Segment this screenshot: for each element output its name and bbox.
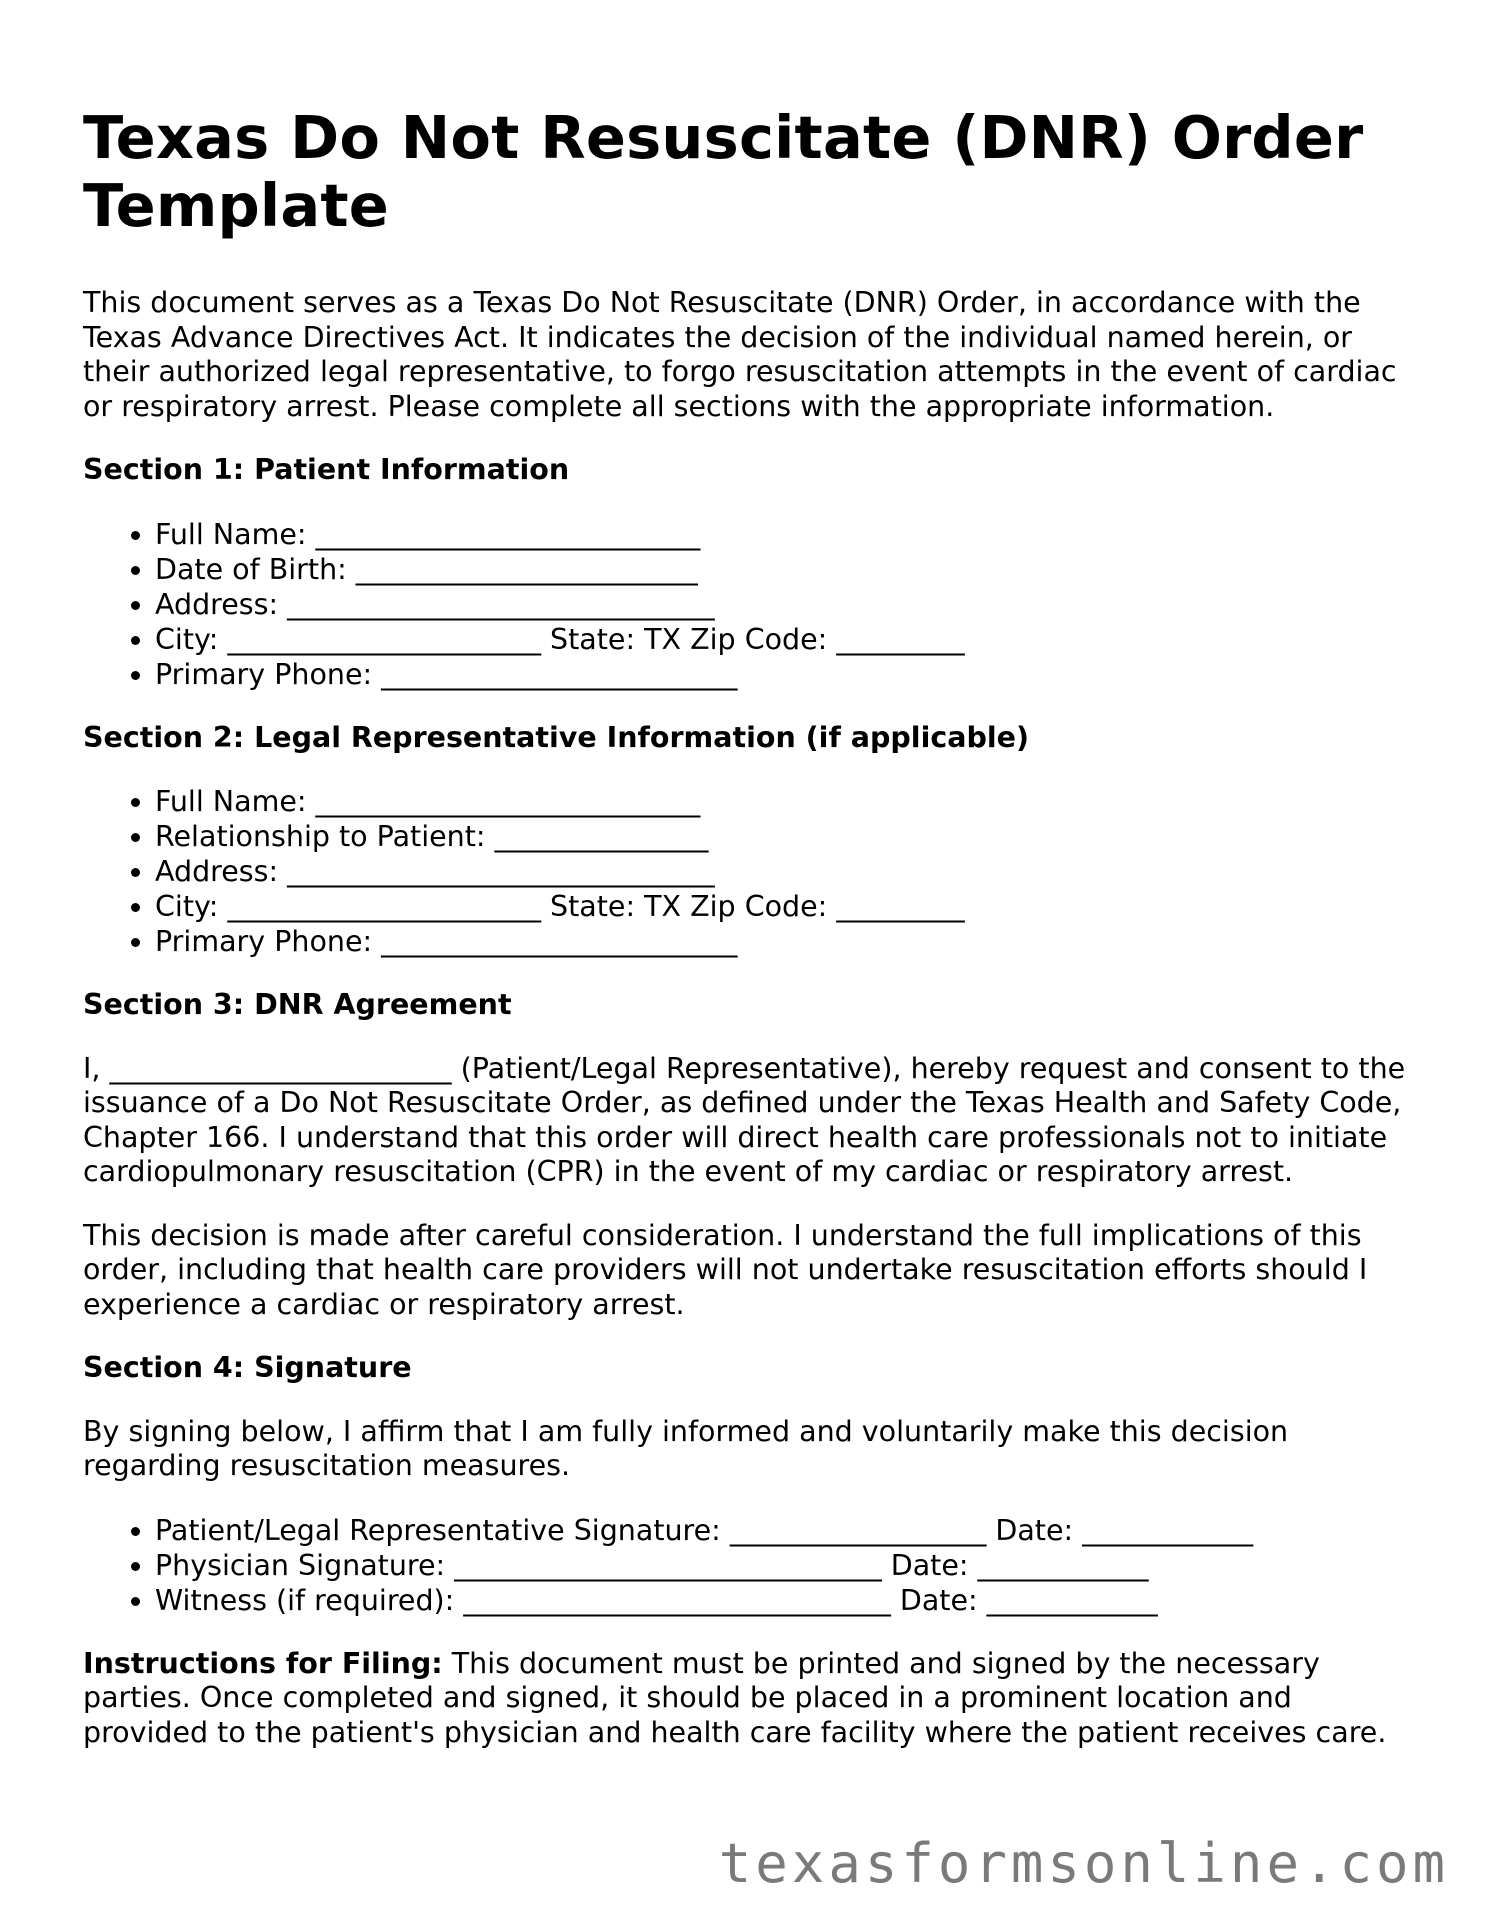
list-item: • Physician Signature: ______________________________ Date: ____________ bbox=[155, 1548, 1413, 1583]
representative-info-list bbox=[83, 784, 1413, 959]
list-item: • Date of Birth: ________________________ bbox=[155, 552, 1413, 587]
page-title: Texas Do Not Resuscitate (DNR) Order Template bbox=[83, 103, 1364, 240]
section-3-heading: Section 3: DNR Agreement bbox=[83, 988, 512, 1021]
list-item: • Address: ______________________________ bbox=[155, 854, 1413, 889]
list-item: • Address: ______________________________ bbox=[155, 587, 1413, 622]
list-item: • Patient/Legal Representative Signature: __________________ Date: ____________ bbox=[155, 1513, 1413, 1548]
list-item: • Full Name: ___________________________ bbox=[155, 784, 1413, 819]
list-item: • City: ______________________ State: TX Zip Code: _________ bbox=[155, 622, 1413, 657]
section-4-heading: Section 4: Signature bbox=[83, 1351, 412, 1384]
list-item: • Full Name: ___________________________ bbox=[155, 517, 1413, 552]
watermark: texasformsonline.com bbox=[718, 1832, 1449, 1895]
instructions-label: Instructions for Filing: bbox=[83, 1646, 443, 1680]
signature-intro: By signing below, I affirm that I am fully informed and voluntarily make this decision regarding resuscitation measures. bbox=[83, 1414, 1289, 1482]
section-1-heading: Section 1: Patient Information bbox=[83, 453, 570, 486]
signature-list bbox=[83, 1513, 1413, 1618]
section-2-heading: Section 2: Legal Representative Information (if applicable) bbox=[83, 720, 1029, 754]
list-item: • Primary Phone: _________________________ bbox=[155, 924, 1413, 959]
document-page bbox=[83, 104, 1413, 1750]
intro-paragraph: This document serves as a Texas Do Not Resuscitate (DNR) Order, in accordance with the Texas Advance Directives Act. It indicates the decision of the individual named herein, or their authorized legal representative, to forgo resuscitation attempts in the event of cardiac or respiratory arrest. Please complete all sections with the appropriate information. bbox=[83, 286, 1397, 423]
patient-info-list bbox=[83, 517, 1413, 692]
filing-instructions bbox=[83, 1647, 1413, 1751]
consideration-paragraph: This decision is made after careful consideration. I understand the full implications of this order, including that health care providers will not undertake resuscitation efforts should I experience a cardiac or respiratory arrest. bbox=[83, 1218, 1368, 1321]
list-item: • City: ______________________ State: TX Zip Code: _________ bbox=[155, 889, 1413, 924]
instructions-text: This document must be printed and signed by the necessary parties. Once completed and signed, it should be placed in a prominent location and provided to the patient's physician and health care facility where the patient receives care. bbox=[83, 1646, 1387, 1749]
list-item: • Relationship to Patient: _______________ bbox=[155, 819, 1413, 854]
list-item: • Witness (if required): ______________________________ Date: ____________ bbox=[155, 1583, 1413, 1618]
list-item: • Primary Phone: _________________________ bbox=[155, 657, 1413, 692]
agreement-paragraph: I, ________________________ (Patient/Legal Representative), hereby request and consent to the issuance of a Do Not Resuscitate Order, as defined under the Texas Health and Safety Code, Chapter 166. I understand that this order will direct health care professionals not to initiate cardiopulmonary resuscitation (CPR) in the event of my cardiac or respiratory arrest. bbox=[83, 1051, 1406, 1188]
